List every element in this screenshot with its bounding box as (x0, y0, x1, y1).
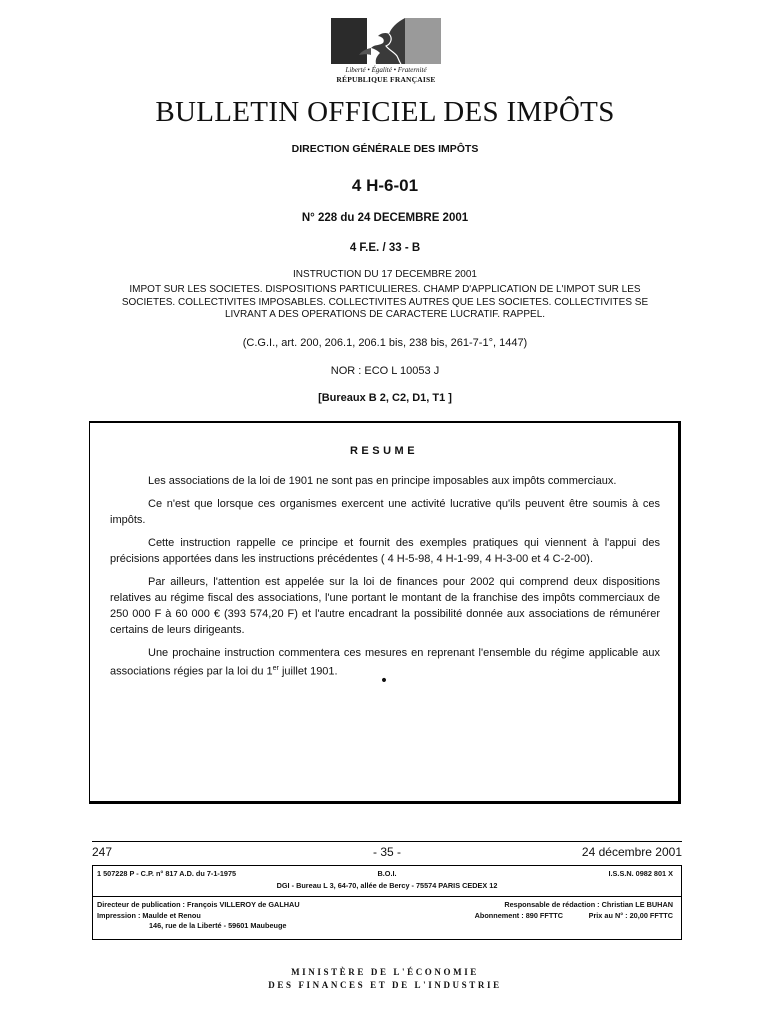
resume-title: RESUME (349, 445, 419, 457)
publication-director: Directeur de publication : François VILLEROY de GALHAU (97, 900, 300, 909)
subject-keywords: IMPOT SUR LES SOCIETES. DISPOSITIONS PARTICULIERES. CHAMP D'APPLICATION DE L'IMPOT SUR LES SOCIETES. COLLECTIVITES IMPOSABLES. COLLECTIVITES AUTRES QUE LES SOCIETES. COLLECTIVITES SE LIVRANT A DES OPERATIONS DE CARACTERE LUCRATIF. RAPPEL. (121, 284, 649, 320)
republique-francaise-label: RÉPUBLIQUE FRANÇAISE (336, 75, 436, 84)
bulletin-number: N° 228 du 24 DECEMBRE 2001 (301, 212, 469, 224)
boi-label: B.O.I. (377, 869, 397, 878)
footer-left-number: 247 (92, 845, 113, 859)
resume-paragraph: Les associations de la loi de 1901 ne sont pas en principe imposables aux impôts commerciaux. (148, 475, 617, 487)
instruction-date: INSTRUCTION DU 17 DECEMBRE 2001 (293, 269, 477, 280)
publication-info-box (92, 865, 682, 940)
bulletin-title: BULLETIN OFFICIEL DES IMPÔTS (155, 96, 615, 128)
document-reference: 4 H-6-01 (351, 176, 419, 195)
direction-label: DIRECTION GÉNÉRALE DES IMPÔTS (291, 143, 479, 155)
resume-last-text: Une prochaine instruction commentera ces mesures en reprenant l'ensemble du régime applicable aux associations régies par la loi du 1 (110, 647, 660, 678)
publication-divider (93, 896, 681, 897)
nor-code: NOR : ECO L 10053 J (330, 365, 440, 377)
ministry-signature (0, 966, 770, 992)
subscription-price: Abonnement : 890 FFTTC (474, 911, 563, 920)
footer-date: 24 décembre 2001 (581, 845, 682, 859)
printer-address: 146, rue de la Liberté - 59601 Maubeuge (149, 921, 287, 930)
resume-paragraph: Cette instruction rappelle ce principe et fournit des exemples pratiques qui viennent à l'appui des précisions apportées dans les instructions précédentes ( 4 H-5-98, 4 H-1-99, 4 H-3-00 et 4 C-2-00). (110, 537, 660, 565)
marianne-flag-icon (331, 18, 441, 64)
resume-last-text-end: juillet 1901. (278, 665, 338, 678)
issue-price: Prix au N° : 20,00 FFTTC (588, 911, 673, 920)
bullet-separator: • (379, 673, 389, 689)
resume-paragraph: Par ailleurs, l'attention est appelée sur la loi de finances pour 2002 qui comprend deux dispositions relatives au régime fiscal des associations, l'une portant le montant de la franchise des impôts commerciaux de 250 000 F à 60 000 € (393 574,20 F) et l'autre encadrant la possibilité donnée aux associations de rémunérer certains de leurs dirigeants. (110, 576, 660, 636)
resume-box (89, 421, 681, 804)
bureaux-list: [Bureaux B 2, C2, D1, T1 ] (318, 392, 452, 404)
footer-divider (92, 841, 682, 842)
page-number: - 35 - (372, 845, 401, 859)
printer: Impression : Maulde et Renou (97, 911, 201, 920)
series-code: 4 F.E. / 33 - B (349, 242, 421, 254)
motto: Liberté • Égalité • Fraternité (345, 66, 427, 74)
cgi-references: (C.G.I., art. 200, 206.1, 206.1 bis, 238 bis, 261-7-1°, 1447) (242, 337, 528, 349)
ministry-line-2: DES FINANCES ET DE L'INDUSTRIE (268, 980, 502, 990)
editor-in-chief: Responsable de rédaction : Christian LE BUHAN (504, 900, 673, 909)
issn: I.S.S.N. 0982 801 X (608, 869, 673, 878)
publication-ref: 1 507228 P - C.P. n° 817 A.D. du 7-1-1975 (97, 869, 237, 878)
ministry-line-1: MINISTÈRE DE L'ÉCONOMIE (291, 967, 479, 977)
resume-body (110, 473, 660, 687)
superscript-er: er (272, 665, 279, 672)
resume-paragraph: Ce n'est que lorsque ces organismes exercent une activité lucrative qu'ils peuvent être soumis à ces impôts. (110, 498, 660, 526)
publisher-address: DGI - Bureau L 3, 64-70, allée de Bercy - 75574 PARIS CEDEX 12 (276, 881, 498, 890)
